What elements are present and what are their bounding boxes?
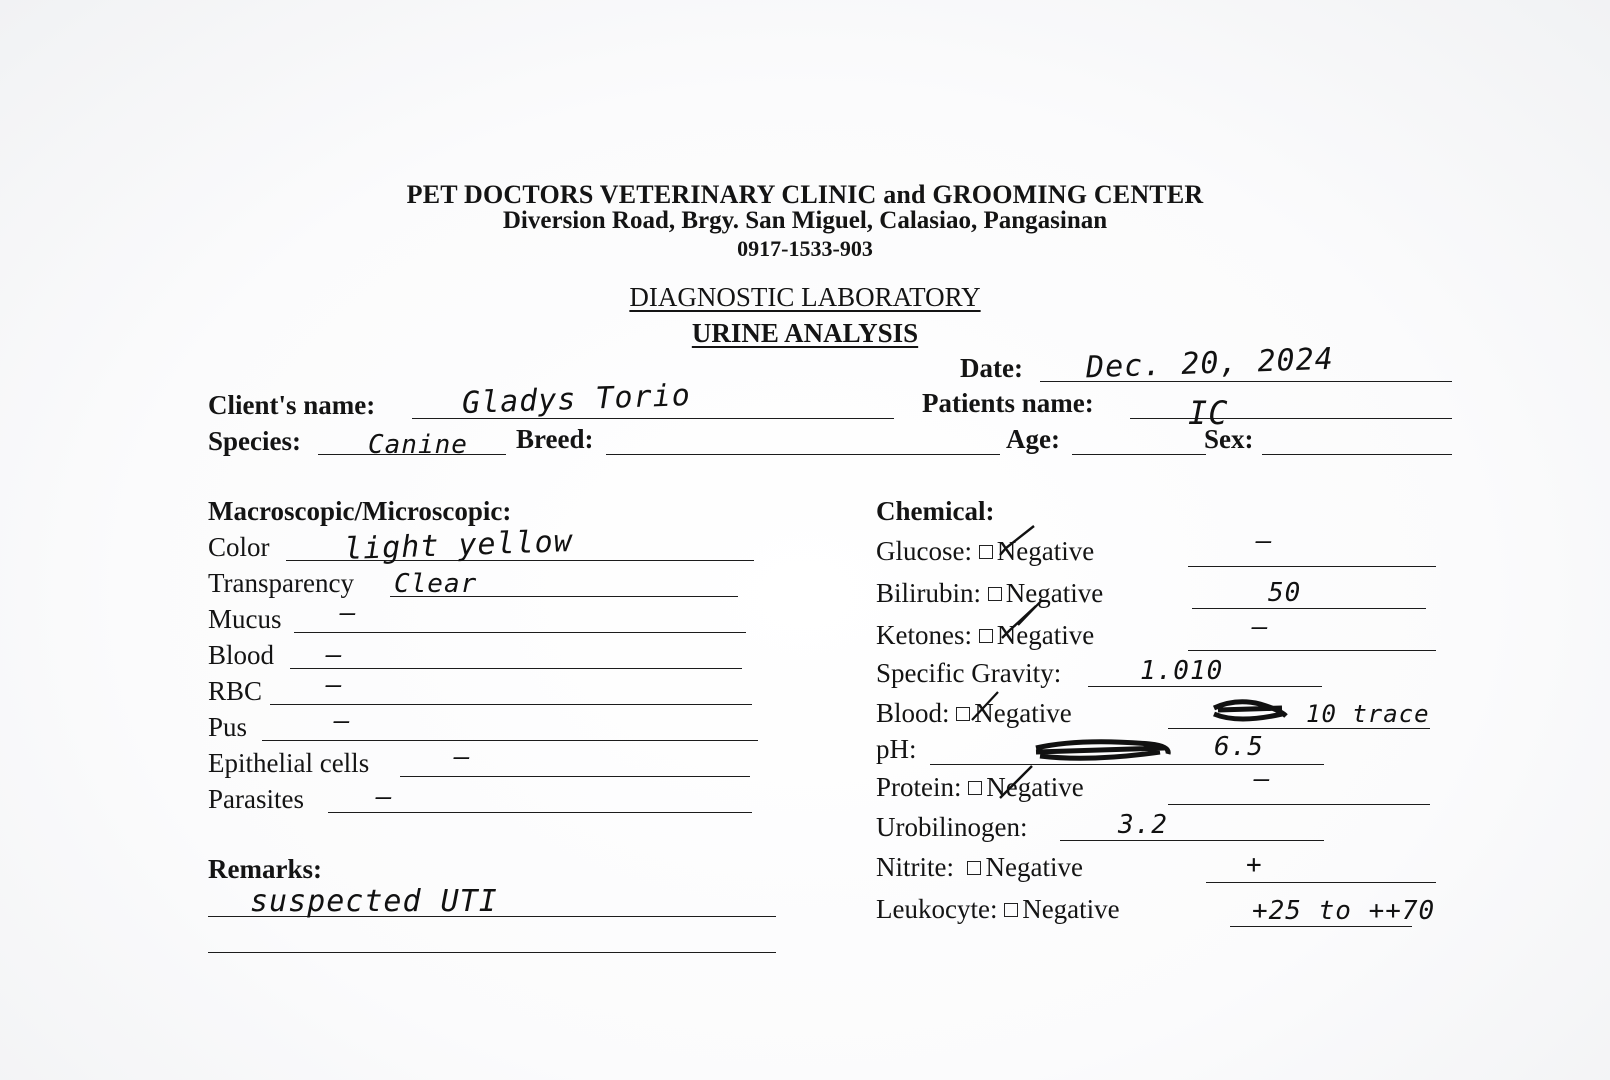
- protein-value: –: [1254, 764, 1271, 794]
- ketones-label: [876, 620, 1094, 651]
- patient-name-line: [1130, 418, 1452, 419]
- parasites-line: [328, 812, 752, 813]
- nitrite-checkbox[interactable]: [967, 861, 981, 875]
- breed-label: Breed:: [516, 424, 594, 454]
- leukocyte-label: [876, 894, 1120, 925]
- breed-line: [606, 454, 1000, 455]
- chemical-heading: Chemical:: [876, 496, 995, 526]
- glucose-checkbox[interactable]: [979, 545, 993, 559]
- nitrite-negative-option: Negative: [985, 852, 1083, 882]
- sex-line: [1262, 454, 1452, 455]
- protein-line: [1168, 804, 1430, 805]
- ketones-label-text: Ketones:: [876, 620, 972, 650]
- nitrite-line: [1206, 882, 1436, 883]
- ph-label: pH:: [876, 734, 917, 764]
- parasites-label: Parasites: [208, 784, 304, 814]
- glucose-line: [1188, 566, 1436, 567]
- glucose-label-text: Glucose:: [876, 536, 972, 566]
- patient-name-label: Patients name:: [922, 388, 1094, 418]
- epithelial-label: Epithelial cells: [208, 748, 370, 778]
- ph-value: 6.5: [1214, 732, 1264, 762]
- sex-label: Sex:: [1204, 424, 1254, 454]
- remarks-line-2: [208, 952, 776, 953]
- bilirubin-label: [876, 578, 1103, 609]
- epithelial-line: [400, 776, 750, 777]
- mucus-value: –: [340, 598, 357, 628]
- rbc-line: [270, 704, 752, 705]
- ketones-checkbox[interactable]: [979, 629, 993, 643]
- blood-scribble: [1214, 702, 1286, 719]
- blood-micro-label: Blood: [208, 640, 275, 670]
- clinic-phone: 0917-1533-903: [737, 236, 873, 261]
- age-line: [1072, 454, 1206, 455]
- sg-line: [1088, 686, 1322, 687]
- leukocyte-negative-option: Negative: [1022, 894, 1120, 924]
- blood-chem-checkbox[interactable]: [956, 707, 970, 721]
- leukocyte-line: [1230, 926, 1412, 927]
- bilirubin-value: 50: [1268, 578, 1302, 608]
- color-label: Color: [208, 532, 270, 562]
- pus-value: –: [334, 706, 351, 736]
- protein-label-text: Protein:: [876, 772, 962, 802]
- sg-value: 1.010: [1140, 656, 1224, 686]
- bilirubin-checkbox[interactable]: [988, 587, 1002, 601]
- nitrite-label-text: Nitrite:: [876, 852, 954, 882]
- remarks-value: suspected UTI: [250, 884, 498, 919]
- clinic-name: PET DOCTORS VETERINARY CLINIC and GROOMING CENTER: [406, 180, 1204, 209]
- date-value: Dec. 20, 2024: [1085, 341, 1335, 386]
- age-label: Age:: [1006, 424, 1060, 454]
- mucus-label: Mucus: [208, 604, 282, 634]
- nitrite-value: +: [1246, 850, 1263, 880]
- protein-checkbox[interactable]: [968, 781, 982, 795]
- bilirubin-label-text: Bilirubin:: [876, 578, 982, 608]
- ketones-value: –: [1252, 612, 1269, 642]
- form-title: URINE ANALYSIS: [691, 318, 919, 348]
- color-value: light yellow: [343, 524, 574, 567]
- glucose-negative-option: Negative: [996, 536, 1095, 566]
- pus-line: [262, 740, 758, 741]
- ketones-line: [1188, 650, 1436, 651]
- blood-micro-line: [290, 668, 742, 669]
- blood-chem-label: [876, 698, 1072, 729]
- clinic-address: Diversion Road, Brgy. San Miguel, Calasiao, Pangasinan: [502, 207, 1108, 234]
- macro-heading: Macroscopic/Microscopic:: [208, 496, 512, 526]
- leukocyte-value: +25 to ++70: [1252, 896, 1436, 926]
- protein-negative-option: Negative: [986, 772, 1084, 802]
- urobilinogen-label: Urobilinogen:: [876, 812, 1028, 842]
- glucose-value: –: [1256, 526, 1273, 556]
- remarks-label: Remarks:: [208, 854, 322, 884]
- bilirubin-line: [1192, 608, 1426, 609]
- mucus-line: [294, 632, 746, 633]
- pus-label: Pus: [208, 712, 248, 742]
- bilirubin-negative-option: Negative: [1005, 578, 1104, 608]
- species-label: Species:: [208, 426, 301, 456]
- sg-label: Specific Gravity:: [876, 658, 1062, 688]
- blood-chem-label-text: Blood:: [876, 698, 950, 728]
- client-name-label: Client's name:: [208, 390, 376, 420]
- ketones-negative-option: Negative: [996, 620, 1095, 650]
- blood-chem-negative-option: Negative: [974, 698, 1072, 728]
- leukocyte-label-text: Leukocyte:: [876, 894, 998, 924]
- nitrite-label: [876, 852, 1083, 883]
- date-label: Date:: [960, 353, 1023, 383]
- urobilinogen-line: [1060, 840, 1324, 841]
- protein-label: [876, 772, 1084, 803]
- ph-scribble: [1036, 742, 1168, 759]
- urobilinogen-value: 3.2: [1118, 810, 1168, 840]
- client-name-value: Gladys Torio: [461, 378, 692, 421]
- transparency-label: Transparency: [208, 568, 354, 598]
- glucose-label: [876, 536, 1094, 567]
- transparency-value: Clear: [394, 569, 478, 599]
- blood-micro-value: –: [326, 640, 343, 670]
- rbc-label: RBC: [208, 676, 263, 706]
- species-value: Canine: [368, 430, 468, 460]
- form-department: DIAGNOSTIC LABORATORY: [629, 282, 981, 312]
- leukocyte-checkbox[interactable]: [1004, 903, 1018, 917]
- patient-name-value: IC: [1188, 394, 1229, 432]
- parasites-value: –: [376, 782, 393, 812]
- blood-chem-line: [1168, 728, 1430, 729]
- blood-chem-value: 10 trace: [1306, 700, 1430, 728]
- rbc-value: –: [326, 670, 343, 700]
- epithelial-value: –: [454, 742, 471, 772]
